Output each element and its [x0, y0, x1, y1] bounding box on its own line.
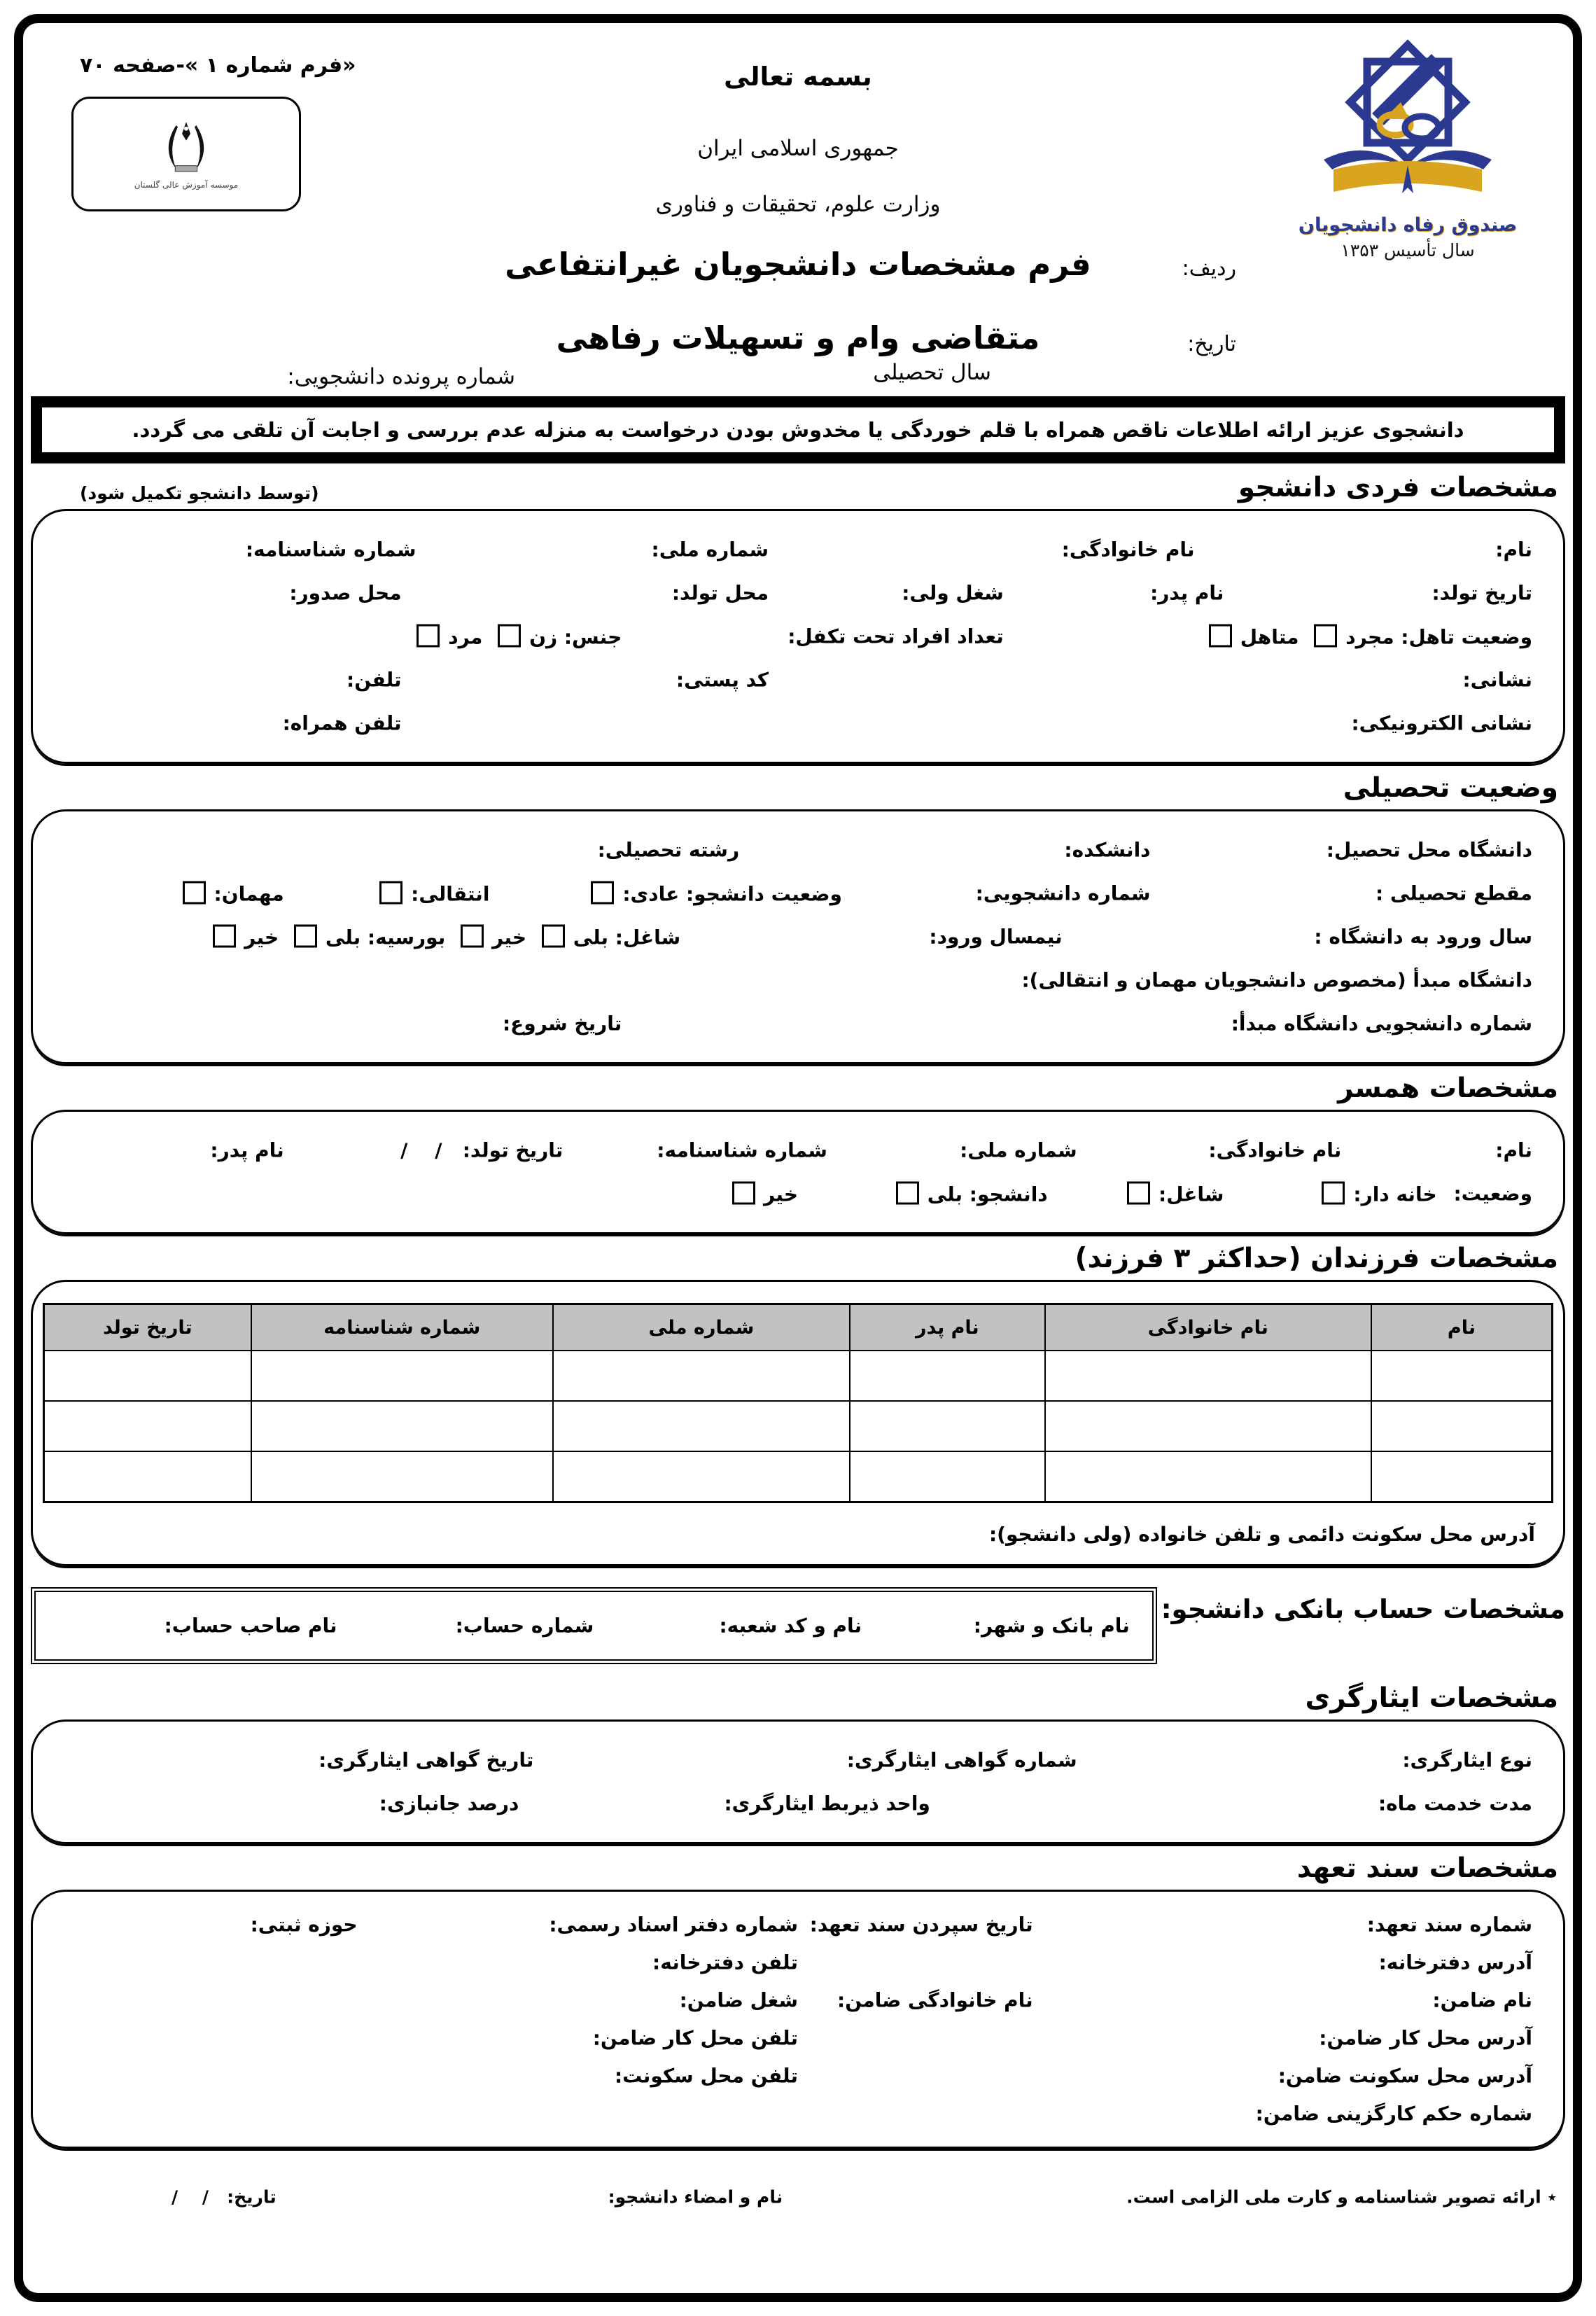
spouse-employed-option: شاغل: [1119, 1182, 1224, 1206]
account-holder-field[interactable]: نام صاحب حساب: [164, 1614, 337, 1638]
father-name-field[interactable]: نام پدر: [1150, 581, 1224, 605]
female-checkbox[interactable] [498, 625, 521, 648]
student-file-number-field[interactable]: شماره پرونده دانشجویی: [287, 364, 515, 389]
postal-code-field[interactable]: کد پستی: [676, 668, 769, 692]
status-transfer-checkbox[interactable] [379, 881, 402, 905]
child-cell[interactable] [850, 1401, 1044, 1451]
child-cell[interactable] [553, 1451, 850, 1502]
form-reference: «فرم شماره ۱ »-صفحه ۷۰ [80, 53, 356, 78]
employed-yes-checkbox[interactable] [542, 925, 565, 948]
disability-percent-field[interactable]: درصد جانبازی: [379, 1792, 519, 1815]
veteran-cert-date-field[interactable]: تاریخ گواهی ایثارگری: [318, 1748, 534, 1772]
spouse-details-box [31, 1110, 1565, 1234]
spouse-student-no-option: خیر [724, 1182, 798, 1206]
name-field[interactable]: نام: [1495, 538, 1532, 561]
children-table-header-row [44, 1304, 1553, 1351]
child-cell[interactable] [44, 1451, 251, 1502]
student-number-field[interactable]: شماره دانشجویی: [975, 881, 1151, 905]
employed-no-checkbox[interactable] [461, 925, 484, 948]
student-signature-field[interactable]: نام و امضاء دانشجو: [608, 2186, 783, 2207]
entry-year-field[interactable]: سال ورود به دانشگاه : [1314, 925, 1532, 949]
birth-place-field[interactable]: محل تولد: [671, 581, 769, 605]
section-bank-title: مشخصات حساب بانکی دانشجو: [1161, 1594, 1565, 1624]
child-cell[interactable] [1045, 1401, 1371, 1451]
veteran-details-box [31, 1719, 1565, 1844]
section-veteran-title: مشخصات ایثارگری [1305, 1682, 1558, 1714]
married-checkbox[interactable] [1209, 625, 1232, 648]
bank-city-field[interactable]: نام بانک و شهر: [973, 1614, 1130, 1638]
single-checkbox[interactable] [1314, 625, 1337, 648]
issue-place-field[interactable]: محل صدور: [289, 581, 402, 605]
married-label: متاهل [1240, 625, 1299, 649]
children-details-box [31, 1280, 1565, 1566]
spouse-housewife-option: خانه دار: [1313, 1182, 1436, 1206]
dependents-field[interactable]: تعداد افراد تحت تکفل: [788, 625, 1004, 648]
bursary-no-checkbox[interactable] [213, 925, 236, 948]
bursary-yes-checkbox[interactable] [294, 925, 317, 948]
male-label: مرد [448, 625, 483, 649]
service-months-field[interactable]: مدت خدمت ماه: [1378, 1792, 1532, 1815]
col-child-national-id: شماره ملی [553, 1304, 850, 1351]
spouse-birth-date-field[interactable]: تاریخ تولد: / / [400, 1138, 564, 1162]
col-child-birth-date: تاریخ تولد [44, 1304, 251, 1351]
col-child-cert-no: شماره شناسنامه [251, 1304, 553, 1351]
child-cell[interactable] [850, 1351, 1044, 1401]
child-row-3 [44, 1451, 1553, 1502]
employment-bursary-group: شاغل: بلی خیر بورسیه: بلی خیر [204, 925, 680, 949]
child-cell[interactable] [553, 1401, 850, 1451]
guarantor-work-phone-field[interactable]: تلفن محل کار ضامن: [592, 2026, 798, 2050]
veteran-type-field[interactable]: نوع ایثارگری: [1402, 1748, 1532, 1772]
form-header [31, 25, 1565, 395]
mobile-field[interactable]: تلفن همراه: [282, 711, 402, 735]
child-cell[interactable] [251, 1401, 553, 1451]
welfare-fund-established: سال تأسیس ۱۳۵۳ [1340, 240, 1475, 260]
header-date-field[interactable]: تاریخ: [1187, 332, 1236, 356]
col-child-father: نام پدر [850, 1304, 1044, 1351]
academic-year-field[interactable]: سال تحصیلی [873, 360, 991, 385]
spouse-certificate-no-field[interactable]: شماره شناسنامه: [657, 1138, 827, 1162]
footer-note: ٭ ارائه تصویر شناسنامه و کارت ملی الزامی است. [1126, 2186, 1557, 2207]
spouse-name-field[interactable]: نام: [1495, 1138, 1532, 1162]
guarantor-job-field[interactable]: شغل ضامن: [679, 1988, 798, 2012]
child-cell[interactable] [251, 1451, 553, 1502]
notary-office-no-field[interactable]: شماره دفتر اسناد رسمی: [549, 1913, 798, 1937]
welfare-fund-name: صندوق رفاه دانشجویان [1298, 214, 1518, 236]
form-footer [31, 2172, 1565, 2221]
child-row-1 [44, 1351, 1553, 1401]
national-id-field[interactable]: شماره ملی: [651, 538, 769, 561]
section-personal-note: (توسط دانشجو تکمیل شود) [80, 483, 319, 503]
child-cell[interactable] [44, 1401, 251, 1451]
guardian-job-field[interactable]: شغل ولی: [902, 581, 1004, 605]
certificate-no-field[interactable]: شماره شناسنامه: [245, 538, 416, 561]
status-normal-option: وضعیت دانشجو: عادی: [582, 881, 842, 906]
spouse-student-yes-checkbox[interactable] [896, 1182, 919, 1205]
guarantor-decree-no-field[interactable]: شماره حکم کارگزینی ضامن: [1255, 2102, 1532, 2126]
family-address-field[interactable]: آدرس محل سکونت دائمی و تلفن خانواده (ولی دانشجو): [988, 1523, 1535, 1546]
bank-section [31, 1587, 1565, 1664]
status-normal-checkbox[interactable] [591, 881, 614, 905]
commitment-details-box [31, 1890, 1565, 2149]
female-label: جنس: زن [529, 625, 622, 649]
spouse-student-yes-option: دانشجو: بلی [888, 1182, 1048, 1206]
veteran-cert-no-field[interactable]: شماره گواهی ایثارگری: [846, 1748, 1077, 1772]
child-cell[interactable] [850, 1451, 1044, 1502]
guarantor-home-address-field[interactable]: آدرس محل سکونت ضامن: [1278, 2064, 1532, 2088]
child-cell[interactable] [1045, 1451, 1371, 1502]
major-field[interactable]: رشته تحصیلی: [597, 838, 740, 862]
guarantor-home-phone-field[interactable]: تلفن محل سکونت: [614, 2064, 798, 2088]
warning-text: دانشجوی عزیز ارائه اطلاعات ناقص همراه با قلم خوردگی یا مخدوش بودن درخواست به منزله عدم بررسی و اجابت آن تلقی می گردد. [39, 405, 1557, 455]
children-table [43, 1303, 1553, 1503]
child-cell[interactable] [1045, 1351, 1371, 1401]
notary-address-field[interactable]: آدرس دفترخانه: [1378, 1951, 1532, 1974]
child-cell[interactable] [251, 1351, 553, 1401]
col-child-family: نام خانوادگی [1045, 1304, 1371, 1351]
child-cell[interactable] [44, 1351, 251, 1401]
commitment-doc-no-field[interactable]: شماره سند تعهد: [1366, 1913, 1532, 1937]
footer-date-slashes: / / [171, 2186, 209, 2207]
bank-details-box [31, 1587, 1157, 1664]
warning-strip [31, 396, 1565, 463]
guarantor-family-field[interactable]: نام خانوادگی ضامن: [837, 1988, 1033, 2012]
degree-level-field[interactable]: مقطع تحصیلی : [1375, 881, 1532, 905]
registry-zone-field[interactable]: حوزه ثبتی: [250, 1913, 358, 1937]
notary-phone-field[interactable]: تلفن دفترخانه: [652, 1951, 798, 1974]
start-date-field[interactable]: تاریخ شروع: [502, 1012, 622, 1035]
guarantor-work-address-field[interactable]: آدرس محل کار ضامن: [1319, 2026, 1532, 2050]
section-education-title: وضعیت تحصیلی [1343, 772, 1558, 804]
birth-date-field[interactable]: تاریخ تولد: [1432, 581, 1532, 605]
child-cell[interactable] [1371, 1451, 1553, 1502]
university-field[interactable]: دانشگاه محل تحصیل: [1326, 838, 1532, 862]
child-row-2 [44, 1401, 1553, 1451]
entry-term-field[interactable]: نیمسال ورود: [929, 925, 1063, 949]
welfare-fund-emblem [1292, 35, 1523, 260]
guarantor-name-field[interactable]: نام ضامن: [1432, 1988, 1532, 2012]
spouse-national-id-field[interactable]: شماره ملی: [960, 1138, 1077, 1162]
spouse-father-field[interactable]: نام پدر: [210, 1138, 284, 1162]
personal-details-box [31, 509, 1565, 764]
faculty-field[interactable]: دانشکده: [1064, 838, 1151, 862]
housewife-checkbox[interactable] [1322, 1182, 1345, 1205]
child-cell[interactable] [1371, 1351, 1553, 1401]
family-name-field[interactable]: نام خانوادگی: [1061, 538, 1195, 561]
spouse-student-no-checkbox[interactable] [732, 1182, 755, 1205]
footer-date-field[interactable]: تاریخ: / / [171, 2186, 276, 2207]
education-status-box [31, 809, 1565, 1064]
child-cell[interactable] [1371, 1401, 1553, 1451]
veteran-unit-field[interactable]: واحد ذیربط ایثارگری: [724, 1792, 930, 1815]
status-guest-checkbox[interactable] [183, 881, 206, 905]
welfare-fund-logo-icon [1317, 35, 1499, 210]
section-commitment-title: مشخصات سند تعهد [1296, 1853, 1558, 1884]
republic-text: جمهوری اسلامی ایران [697, 136, 899, 161]
address-field[interactable]: نشانی: [1462, 668, 1532, 692]
male-checkbox[interactable] [416, 625, 440, 648]
status-guest-option: مهمان: [174, 881, 284, 906]
row-number-field[interactable]: ردیف: [1182, 256, 1236, 281]
section-children-title: مشخصات فرزندان (حداکثر ۳ فرزند) [1074, 1243, 1558, 1274]
bismillah-text: بسمه تعالی [724, 62, 872, 92]
section-spouse-title: مشخصات همسر [1338, 1073, 1558, 1104]
email-field[interactable]: نشانی الکترونیکی: [1351, 711, 1532, 735]
ministry-text: وزارت علوم، تحقیقات و فناوری [655, 192, 941, 217]
spouse-employed-checkbox[interactable] [1127, 1182, 1150, 1205]
origin-student-number-field[interactable]: شماره دانشجویی دانشگاه مبدأ: [1231, 1012, 1532, 1035]
institute-logo-caption: موسسه آموزش عالی گلستان [134, 180, 239, 190]
single-label: وضعیت تاهل: مجرد [1345, 625, 1532, 649]
account-number-field[interactable]: شماره حساب: [455, 1614, 594, 1638]
marital-status-group [1200, 625, 1532, 649]
form-title-line2: متقاضی وام و تسهیلات رفاهی [556, 319, 1040, 356]
col-child-name: نام [1371, 1304, 1553, 1351]
spouse-status-label: وضعیت: [1453, 1182, 1532, 1206]
child-cell[interactable] [553, 1351, 850, 1401]
branch-field[interactable]: نام و کد شعبه: [719, 1614, 862, 1638]
date-slashes: / / [400, 1138, 442, 1162]
commitment-doc-date-field[interactable]: تاریخ سپردن سند تعهد: [809, 1913, 1033, 1937]
spouse-family-field[interactable]: نام خانوادگی: [1208, 1138, 1342, 1162]
origin-university-field[interactable]: دانشگاه مبدأ (مخصوص دانشجویان مهمان و انتقالی): [1021, 968, 1532, 992]
status-transfer-option: انتقالی: [371, 881, 489, 906]
form-title-line1: فرم مشخصات دانشجویان غیرانتفاعی [505, 246, 1091, 283]
section-personal-title: مشخصات فردی دانشجو [1238, 472, 1558, 503]
phone-field[interactable]: تلفن: [346, 668, 402, 692]
gender-group [408, 625, 622, 649]
